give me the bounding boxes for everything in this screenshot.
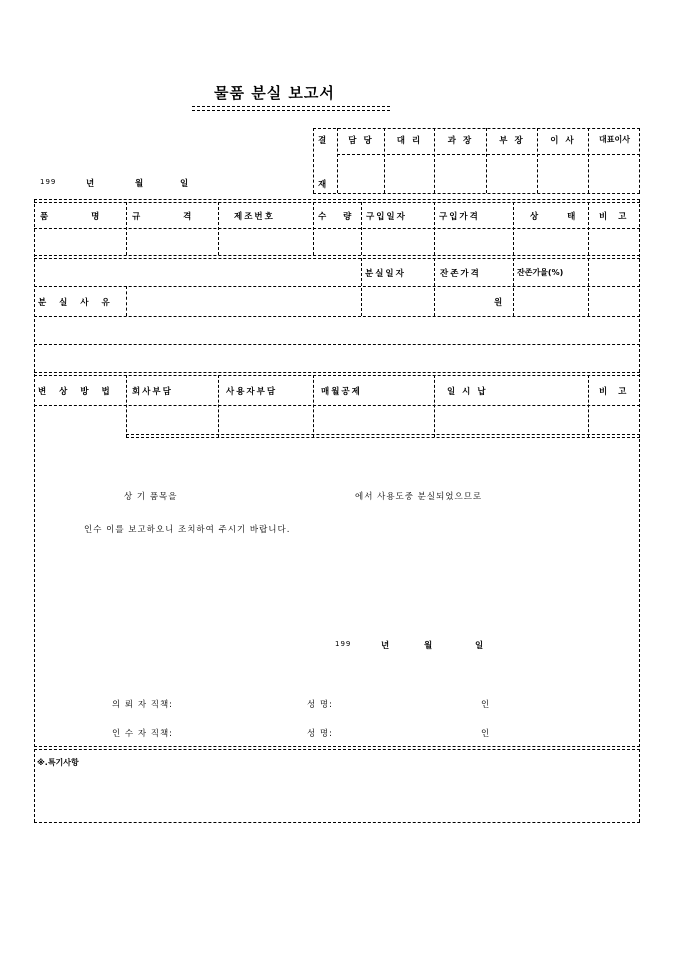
compensation-remarks-header: 비 고 xyxy=(599,387,629,397)
approval-role: 과 장 xyxy=(447,136,474,146)
approval-label-top: 결 xyxy=(318,136,329,146)
approval-label-bottom: 재 xyxy=(318,180,329,190)
col-header-remarks: 비 고 xyxy=(599,212,629,222)
lump-sum-header: 일 시 납 xyxy=(447,387,488,397)
residual-rate-header: 잔존가율(%) xyxy=(517,268,564,277)
sign-date-year: 199 xyxy=(335,640,352,648)
sign-date-month: 월 xyxy=(424,641,435,651)
receiver-role: 인 수 자 직책: xyxy=(112,729,174,739)
sign-date-day: 일 xyxy=(475,641,486,651)
approval-role: 이 사 xyxy=(550,136,576,146)
col-header-qty: 수 량 xyxy=(318,212,354,222)
requester-role: 의 뢰 자 직책: xyxy=(112,700,174,710)
col-header-purchase-price: 구입가격 xyxy=(439,212,480,222)
title-underline xyxy=(192,106,390,111)
approval-role: 대표이사 xyxy=(599,135,630,144)
monthly-deduction-header: 매월공제 xyxy=(321,387,362,397)
residual-value-header: 잔존가격 xyxy=(440,269,481,279)
statement-line1-a: 상 기 품목을 xyxy=(124,492,178,502)
col-header-item-name: 품 명 xyxy=(40,212,102,222)
company-burden-header: 회사부담 xyxy=(132,387,173,397)
receiver-name-label: 성 명: xyxy=(307,729,333,739)
requester-seal: 인 xyxy=(481,700,491,710)
special-notes-label: ※.특기사항 xyxy=(37,758,79,767)
requester-name-label: 성 명: xyxy=(307,700,333,710)
date-year-unit: 년 xyxy=(86,179,97,189)
sign-date-year-unit: 년 xyxy=(381,641,392,651)
col-header-serial: 제조번호 xyxy=(234,212,275,222)
statement-line2: 인수 이를 보고하오니 조치하여 주시기 바랍니다. xyxy=(84,525,291,535)
date-day: 일 xyxy=(180,179,191,189)
date-month: 월 xyxy=(135,179,146,189)
col-header-status: 상 태 xyxy=(530,212,578,222)
user-burden-header: 사용자부담 xyxy=(226,387,278,397)
statement-line1-b: 에서 사용도중 분실되었으므로 xyxy=(355,492,483,502)
loss-date-header: 분실일자 xyxy=(365,269,406,279)
loss-reason-label: 분 실 사 유 xyxy=(38,298,112,308)
approval-role: 담 당 xyxy=(348,136,374,146)
receiver-seal: 인 xyxy=(481,729,491,739)
compensation-method-label: 변 상 방 법 xyxy=(38,387,112,397)
page-title: 물품 분실 보고서 xyxy=(214,84,335,102)
col-header-spec: 규 격 xyxy=(132,212,194,222)
approval-role: 대 리 xyxy=(396,136,423,146)
approval-role: 부 장 xyxy=(499,136,525,146)
date-year: 199 xyxy=(40,178,57,186)
col-header-purchase-date: 구입일자 xyxy=(366,212,407,222)
currency-unit: 원 xyxy=(494,298,505,308)
